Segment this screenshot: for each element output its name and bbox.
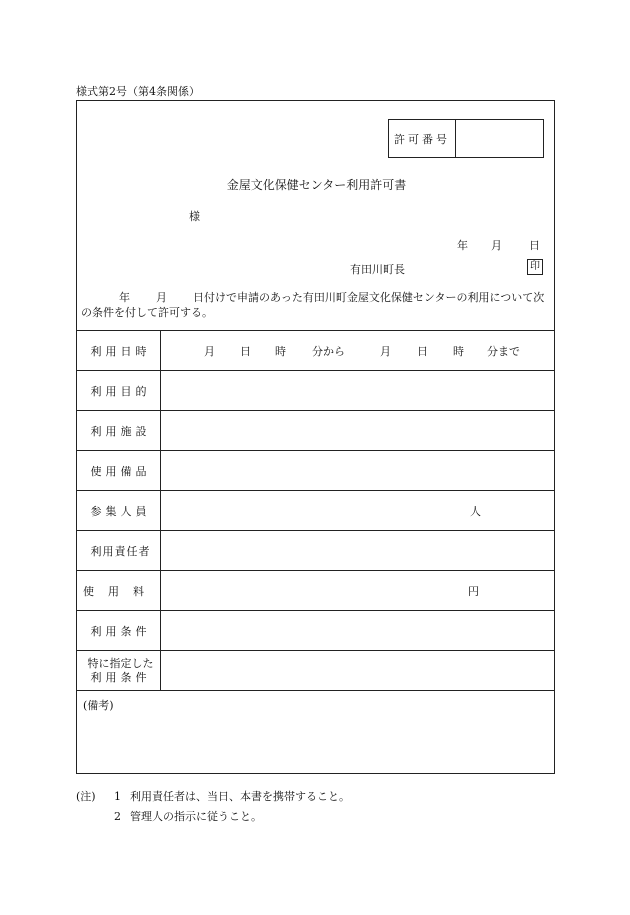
permit-statement <box>81 290 553 320</box>
issue-date-month: 月 <box>491 239 502 252</box>
conditions-field[interactable] <box>161 611 554 650</box>
note-number: 1 <box>114 790 121 803</box>
start-hour: 時 <box>275 345 286 358</box>
table-row <box>77 610 554 650</box>
note-item <box>76 807 350 827</box>
addressee-suffix: 様 <box>189 210 200 223</box>
table-row <box>77 530 554 570</box>
equipment-label: 使用備品 <box>77 451 161 490</box>
table-row <box>77 570 554 610</box>
note-text: 利用責任者は、当日、本書を携帯すること。 <box>130 790 350 803</box>
seal-mark: 印 <box>527 259 543 275</box>
fee-label: 使用料 <box>77 571 161 610</box>
responsible-person-field[interactable] <box>161 531 554 570</box>
permit-number-box <box>388 119 544 158</box>
table-row <box>77 450 554 490</box>
usage-details-table <box>77 330 554 690</box>
usage-datetime-field[interactable] <box>161 331 554 370</box>
attendees-unit: 人 <box>470 505 481 518</box>
statement-year: 年 <box>119 291 130 304</box>
start-minute: 分から <box>312 345 345 358</box>
special-conditions-label <box>77 651 161 690</box>
end-day: 日 <box>417 345 428 358</box>
facility-label: 利用施設 <box>77 411 161 450</box>
statement-month: 月 <box>156 291 167 304</box>
permit-number-label: 許可番号 <box>389 120 456 157</box>
remarks-section[interactable] <box>77 690 554 774</box>
end-month: 月 <box>380 345 391 358</box>
purpose-label: 利用目的 <box>77 371 161 410</box>
table-row <box>77 410 554 450</box>
note-number: 2 <box>114 810 121 823</box>
form-number-label: 様式第2号（第4条関係） <box>76 85 200 98</box>
table-row <box>77 370 554 410</box>
start-month: 月 <box>204 345 215 358</box>
issue-date-year: 年 <box>457 239 468 252</box>
attendees-field[interactable] <box>161 491 554 530</box>
equipment-field[interactable] <box>161 451 554 490</box>
notes-prefix: (注) <box>76 790 96 803</box>
end-minute: 分まで <box>487 345 520 358</box>
fee-field[interactable] <box>161 571 554 610</box>
issuer-name: 有田川町長 <box>350 263 405 276</box>
fee-unit: 円 <box>468 585 479 598</box>
table-row <box>77 490 554 530</box>
notes-section <box>76 787 350 827</box>
special-conditions-label-line1: 特に指定した <box>87 656 154 670</box>
facility-field[interactable] <box>161 411 554 450</box>
special-conditions-label-line2: 利用条件 <box>90 670 151 684</box>
issue-date-day: 日 <box>529 239 540 252</box>
purpose-field[interactable] <box>161 371 554 410</box>
start-day: 日 <box>240 345 251 358</box>
note-item <box>76 787 350 807</box>
responsible-person-label: 利用責任者 <box>77 531 161 570</box>
document-title: 金屋文化保健センター利用許可書 <box>226 178 407 192</box>
conditions-label: 利用条件 <box>77 611 161 650</box>
table-row <box>77 650 554 690</box>
permit-number-field[interactable] <box>456 120 543 157</box>
special-conditions-field[interactable] <box>161 651 554 690</box>
usage-datetime-label: 利用日時 <box>77 331 161 370</box>
end-hour: 時 <box>453 345 464 358</box>
permit-form-frame <box>76 100 555 774</box>
remarks-label: (備考) <box>83 699 114 712</box>
note-text: 管理人の指示に従うこと。 <box>130 810 262 823</box>
attendees-label: 参集人員 <box>77 491 161 530</box>
table-row <box>77 330 554 370</box>
statement-text: 日付けで申請のあった有田川町金屋文化保健センターの利用について次の条件を付して許可する。 <box>81 291 545 319</box>
